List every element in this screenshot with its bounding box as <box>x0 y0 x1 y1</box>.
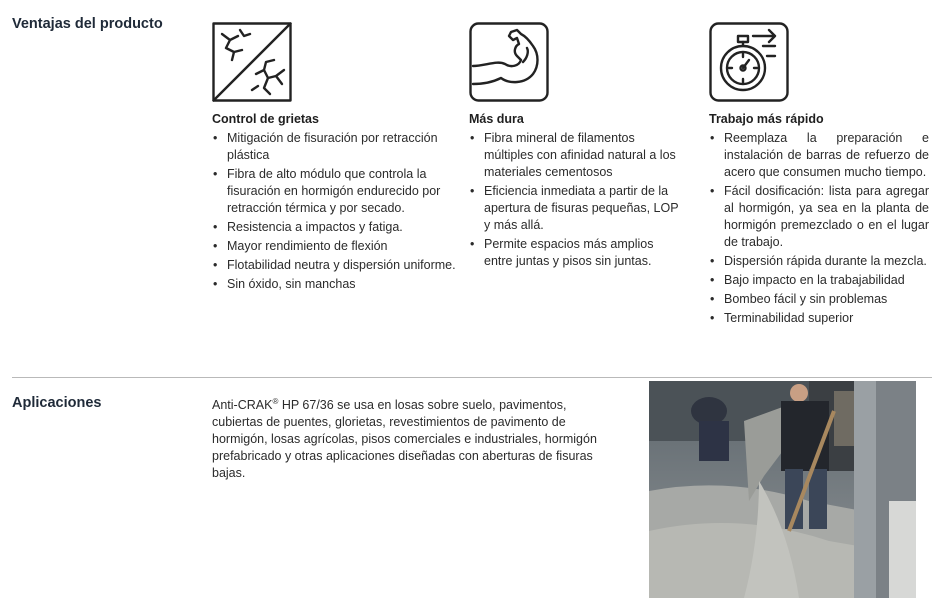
benefit-heading: Más dura <box>469 112 524 126</box>
benefits-title: Ventajas del producto <box>12 16 163 32</box>
cracked-surface-icon <box>212 22 292 102</box>
benefit-heading: Trabajo más rápido <box>709 112 824 126</box>
list-item: • Permite espacios más amplios entre juntas y pisos sin juntas. <box>469 236 679 270</box>
list-item: • Terminabilidad superior <box>709 310 929 327</box>
list-item: • Resistencia a impactos y fatiga. <box>212 219 462 236</box>
registered-mark: ® <box>272 397 279 406</box>
benefit-column-faster-work <box>709 111 929 329</box>
benefit-heading: Control de grietas <box>212 112 319 126</box>
section-divider <box>12 377 932 378</box>
brand-name: Anti-CRAK <box>212 398 273 413</box>
applications-description <box>212 393 607 482</box>
flexed-arm-icon <box>469 22 549 102</box>
list-item: • Mayor rendimiento de flexión <box>212 238 462 255</box>
list-item: • Fibra de alto módulo que controla la fisuración en hormigón endurecido por retracción térmica y por secado. <box>212 166 462 217</box>
list-item: • Bombeo fácil y sin problemas <box>709 291 929 308</box>
list-item: • Flotabilidad neutra y dispersión uniforme. <box>212 257 462 274</box>
list-item: • Dispersión rápida durante la mezcla. <box>709 253 929 270</box>
concrete-pouring-photo <box>649 381 916 598</box>
list-item: • Sin óxido, sin manchas <box>212 276 462 293</box>
benefit-column-crack-control <box>212 111 462 295</box>
benefit-column-toughness <box>469 111 679 272</box>
applications-body: HP 67/36 se usa en losas sobre suelo, pavimentos, cubiertas de puentes, glorietas, revestimientos de pavimento de hormigón, losas agrícolas, pisos comerciales e industriales, hormigón prefabricado y otras aplicaciones diseñadas con aberturas de fisuras bajas. <box>212 398 597 481</box>
list-item: • Fibra mineral de filamentos múltiples con afinidad natural a los materiales cementosos <box>469 130 679 181</box>
list-item: • Bajo impacto en la trabajabilidad <box>709 272 929 289</box>
applications-title: Aplicaciones <box>12 395 102 411</box>
list-item: • Reemplaza la preparación e instalación de barras de refuerzo de acero que consumen mucho tiempo. <box>709 130 929 181</box>
list-item: • Fácil dosificación: lista para agregar al hormigón, ya sea en la planta de hormigón premezclado o en el lugar de trabajo. <box>709 183 929 251</box>
stopwatch-speed-icon <box>709 22 789 102</box>
list-item: • Mitigación de fisuración por retracción plástica <box>212 130 462 164</box>
list-item: • Eficiencia inmediata a partir de la apertura de fisuras pequeñas, LOP y más allá. <box>469 183 679 234</box>
